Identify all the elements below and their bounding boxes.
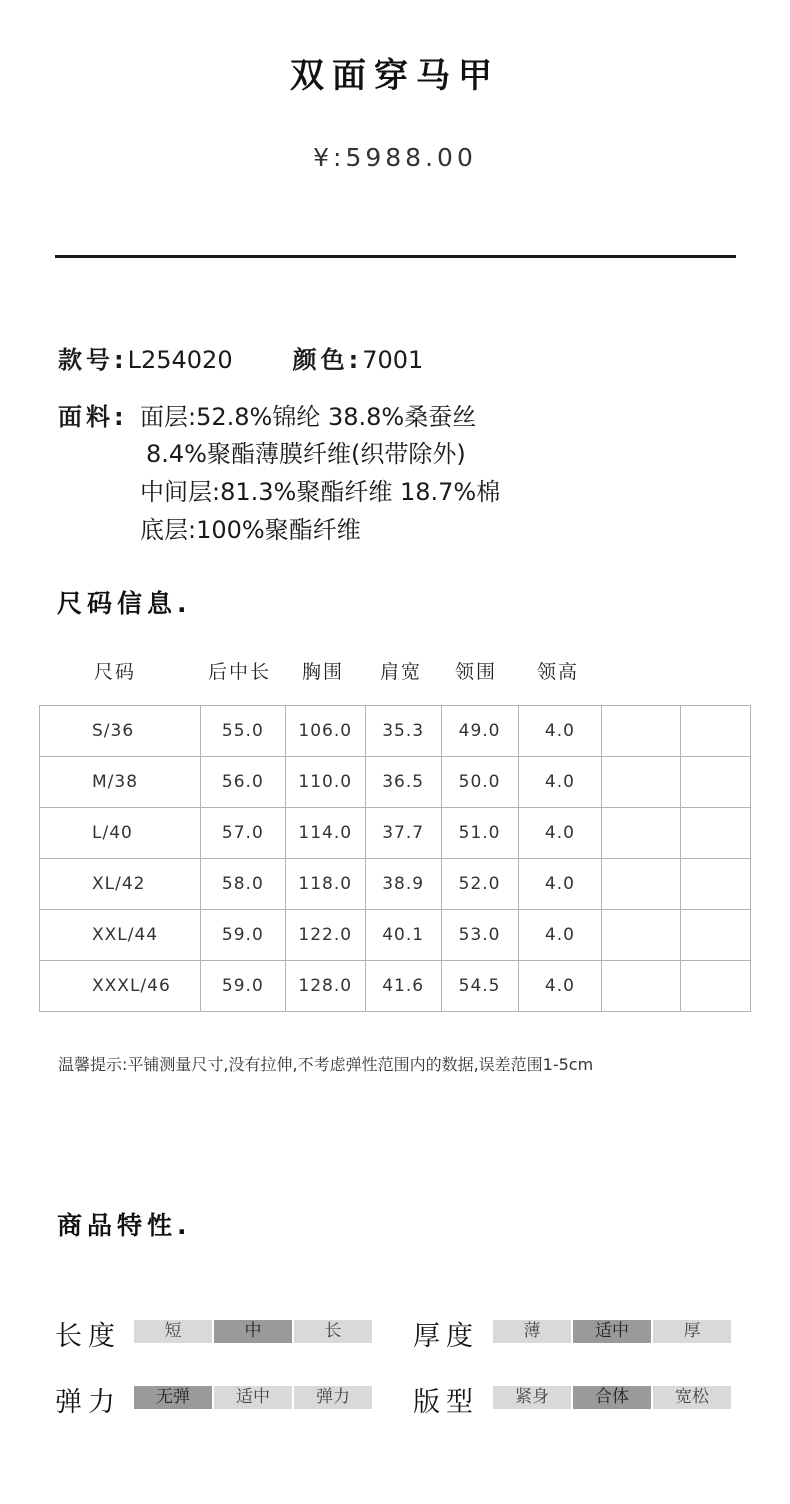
table-cell: 50.0 (441, 757, 518, 808)
table-cell (681, 910, 751, 961)
measurement-tip: 温馨提示:平铺测量尺寸,没有拉伸,不考虑弹性范围内的数据,误差范围1-5cm (58, 1055, 594, 1074)
table-cell: 4.0 (518, 961, 602, 1012)
table-cell: 36.5 (365, 757, 441, 808)
column-header-collar-height: 领高 (537, 661, 580, 683)
feature-label: 版型 (413, 1387, 479, 1418)
feature-option: 弹力 (294, 1386, 372, 1409)
table-cell: 114.0 (285, 808, 365, 859)
column-header-size: 尺码 (94, 661, 137, 683)
table-cell: 4.0 (518, 910, 602, 961)
fabric-line: 面层:52.8%锦纶 38.8%桑蚕丝 (140, 403, 477, 431)
feature-option: 无弹 (134, 1386, 212, 1409)
table-cell: 40.1 (365, 910, 441, 961)
table-cell: 35.3 (365, 706, 441, 757)
table-cell: 51.0 (441, 808, 518, 859)
table-cell (602, 910, 681, 961)
table-row (40, 808, 751, 859)
size-table (39, 705, 751, 1012)
table-cell: 4.0 (518, 859, 602, 910)
column-header-back-length: 后中长 (208, 661, 272, 683)
feature-option: 厚 (653, 1320, 731, 1343)
table-row (40, 910, 751, 961)
table-cell: 55.0 (200, 706, 285, 757)
style-number-value: L254020 (127, 346, 233, 374)
table-cell (681, 859, 751, 910)
style-number-label: 款号: (58, 346, 128, 374)
feature-label: 长度 (55, 1321, 121, 1352)
table-cell: XL/42 (40, 859, 201, 910)
table-cell (681, 961, 751, 1012)
table-cell: 106.0 (285, 706, 365, 757)
table-cell (681, 706, 751, 757)
table-cell: 56.0 (200, 757, 285, 808)
feature-option: 宽松 (653, 1386, 731, 1409)
table-cell (602, 961, 681, 1012)
feature-option: 合体 (573, 1386, 651, 1409)
table-cell: 37.7 (365, 808, 441, 859)
table-row (40, 706, 751, 757)
table-cell: XXXL/46 (40, 961, 201, 1012)
color-value: 7001 (362, 346, 424, 374)
feature-option: 紧身 (493, 1386, 571, 1409)
table-cell: 118.0 (285, 859, 365, 910)
table-cell: XXL/44 (40, 910, 201, 961)
color-label: 颜色: (292, 346, 363, 374)
table-cell (681, 808, 751, 859)
table-cell (681, 757, 751, 808)
fabric-label: 面料: (58, 403, 128, 431)
table-cell: 38.9 (365, 859, 441, 910)
column-header-collar: 领围 (455, 661, 498, 683)
table-cell (602, 757, 681, 808)
table-cell: 57.0 (200, 808, 285, 859)
feature-option: 薄 (493, 1320, 571, 1343)
feature-option: 中 (214, 1320, 292, 1343)
table-cell: 53.0 (441, 910, 518, 961)
feature-option: 长 (294, 1320, 372, 1343)
feature-option: 适中 (573, 1320, 651, 1343)
table-cell: S/36 (40, 706, 201, 757)
section-divider (55, 255, 736, 258)
table-cell: 122.0 (285, 910, 365, 961)
table-row (40, 961, 751, 1012)
table-cell: 49.0 (441, 706, 518, 757)
table-cell (602, 859, 681, 910)
table-cell: 4.0 (518, 757, 602, 808)
column-header-chest: 胸围 (302, 661, 345, 683)
table-cell: 52.0 (441, 859, 518, 910)
table-cell: 59.0 (200, 910, 285, 961)
style-color-row (58, 340, 423, 375)
feature-label: 厚度 (413, 1321, 479, 1352)
product-title: 双面穿马甲 (290, 56, 500, 96)
table-cell: 128.0 (285, 961, 365, 1012)
product-price: ¥:5988.00 (313, 143, 477, 172)
table-cell: L/40 (40, 808, 201, 859)
table-cell (602, 808, 681, 859)
table-cell: 41.6 (365, 961, 441, 1012)
table-row (40, 757, 751, 808)
size-info-heading: 尺码信息. (57, 589, 192, 618)
table-cell: M/38 (40, 757, 201, 808)
feature-option: 短 (134, 1320, 212, 1343)
table-cell: 110.0 (285, 757, 365, 808)
table-cell: 54.5 (441, 961, 518, 1012)
table-cell: 59.0 (200, 961, 285, 1012)
feature-label: 弹力 (55, 1387, 121, 1418)
fabric-line: 中间层:81.3%聚酯纤维 18.7%棉 (140, 478, 501, 506)
table-cell (602, 706, 681, 757)
feature-option: 适中 (214, 1386, 292, 1409)
features-heading: 商品特性. (57, 1211, 192, 1240)
table-cell: 58.0 (200, 859, 285, 910)
table-row (40, 859, 751, 910)
table-cell: 4.0 (518, 808, 602, 859)
column-header-shoulder: 肩宽 (380, 661, 423, 683)
table-cell: 4.0 (518, 706, 602, 757)
fabric-line: 8.4%聚酯薄膜纤维(织带除外) (146, 440, 466, 468)
fabric-line: 底层:100%聚酯纤维 (140, 516, 361, 544)
